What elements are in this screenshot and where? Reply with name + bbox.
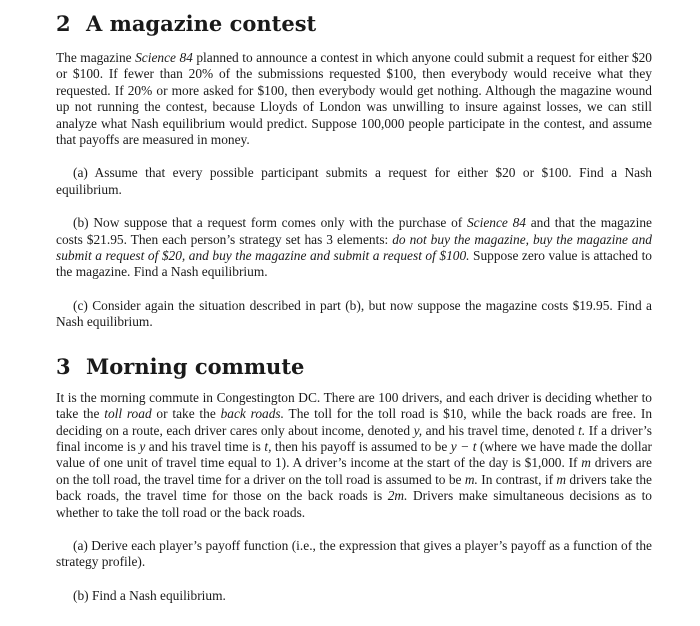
section-number: 2 [56,11,71,36]
section-title: Morning commute [86,353,305,379]
section-heading-magazine-contest [56,10,652,38]
text-run: drivers take the back roads, the travel time for those on the back roads is [56,471,652,504]
text-run: The magazine [56,50,136,65]
text-run: Suppose zero value is attached to the magazine. Find a Nash equilibrium. [56,248,652,280]
text-run: and his travel time, denoted [422,422,579,438]
magazine-contest-part-b [56,215,652,281]
text-run: planned to announce a contest in which anyone could submit a request for either $20 or $100. If fewer than 20% of the submissions requested $100, then everybody would receive what they requested. If 20% or more asked for $100, then everybody would get nothing. Although the magazine wound up not running the contest, because Lloyds of London was unwilling to insure against losses, we can still analyze what Nash equilibrium would predict. Suppose 100,000 people participate in the contest, and assume that payoffs are measured in money. [56,50,652,148]
section-title: A magazine contest [86,11,317,36]
math-expression: 2m. [387,488,408,504]
text-run: It is the morning commute in Congestington DC. There are 100 drivers, and each driver is deciding whether to take the [56,389,652,422]
math-var: y, [413,422,423,438]
magazine-name: Science 84 [466,215,526,231]
text-run: or take the [151,406,221,422]
strategy-set: do not buy the magazine, buy the magazine and submit a request of $20, and buy the magazine and submit a request of $100. [56,231,652,264]
math-var: m. [464,471,478,487]
magazine-contest-intro-paragraph [56,50,652,148]
math-var: m [556,471,567,487]
term-back-roads: back roads. [220,406,284,422]
magazine-contest-part-c: (c) Consider again the situation described in part (b), but now suppose the magazine costs $19.95. Find a Nash equilibrium. [56,297,652,330]
text-run: and that the magazine costs $21.95. Then each person’s strategy set has 3 elements: [56,215,652,247]
morning-commute-part-a: (a) Derive each player’s payoff function (i.e., the expression that gives a player’s payoff as a function of the strategy profile). [56,537,652,570]
section-heading-morning-commute [56,353,652,381]
text-run: If a driver’s final income is [56,422,652,454]
math-var: t. [578,422,586,438]
magazine-contest-part-a: (a) Assume that every possible participant submits a request for either $20 or $100. Find a Nash equilibrium. [56,165,652,197]
text-run: The toll for the toll road is $10, while the back roads are free. In deciding on a route, each driver cares only about income, denoted [56,406,653,438]
math-var: t, [264,438,272,454]
math-var: m [581,455,591,471]
math-var: y [139,438,146,454]
math-expression: y − t [450,438,477,454]
text-run: Drivers make simultaneous decisions as to whether to take the toll road or the back roads. [56,488,652,520]
text-run: and his travel time is [145,438,265,454]
text-run: In contrast, if [477,471,557,487]
term-toll-road: toll road [104,406,152,422]
text-run: drivers are on the toll road, the travel time for a driver on the toll road is assumed to be [56,455,652,487]
text-run: then his payoff is assumed to be [271,438,451,454]
text-run: (b) Now suppose that a request form comes only with the purchase of [73,215,467,231]
magazine-name: Science 84 [135,50,193,65]
section-number: 3 [56,353,71,379]
text-run: (where we have made the dollar value of one unit of travel time equal to 1). A driver’s income at the start of the day is $1,000. If [56,438,652,471]
morning-commute-part-b: (b) Find a Nash equilibrium. [73,587,226,603]
document-page [56,10,652,604]
morning-commute-intro-paragraph [56,390,652,521]
